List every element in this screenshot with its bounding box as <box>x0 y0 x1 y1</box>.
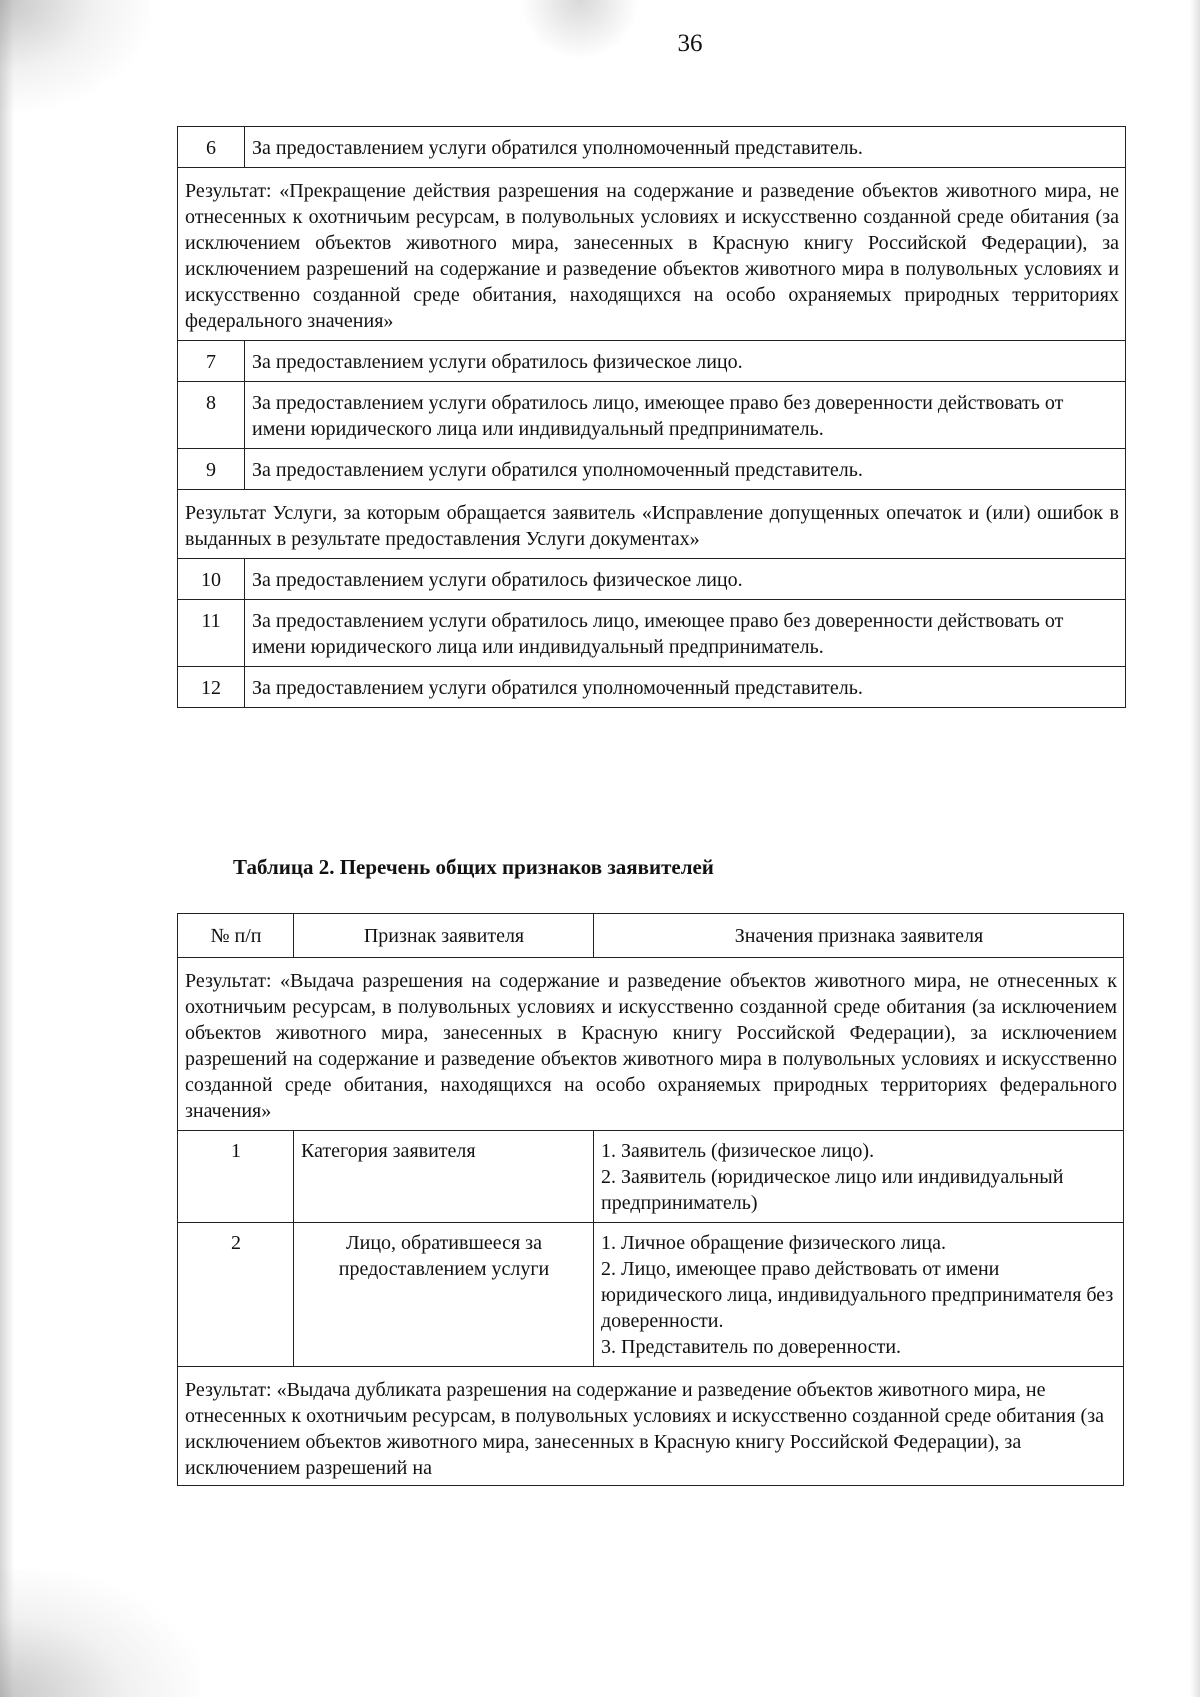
scan-shadow-bottom-left <box>0 1570 200 1697</box>
row-number: 11 <box>178 600 245 667</box>
table-applicant-attributes-body <box>178 914 1124 1486</box>
page-number: 36 <box>677 30 703 57</box>
column-header-number: № п/п <box>178 914 294 958</box>
result-text: Результат: «Выдача дубликата разрешения на содержание и разведение объектов животного мира, не отнесенных к охотничьим ресурсам, в полувольных условиях и искусственно созданной среде обитания (за исключением объектов животного мира, занесенных в Красную книгу Российской Федерации), за исключением разрешений на <box>178 1367 1124 1486</box>
scan-edge-right <box>1190 0 1200 1697</box>
attribute-value: 2. Заявитель (юридическое лицо или индивидуальный предприниматель) <box>601 1166 1064 1214</box>
table2-title: Таблица 2. Перечень общих признаков заявителей <box>233 855 714 879</box>
table-row <box>178 382 1126 449</box>
attribute-value: 3. Представитель по доверенности. <box>601 1336 902 1358</box>
table-row <box>178 1223 1124 1367</box>
table-applicant-variants <box>177 126 1126 708</box>
result-text: Результат: «Прекращение действия разрешения на содержание и разведение объектов животного мира, не отнесенных к охотничьим ресурсам, в полувольных условиях и искусственно созданной среде обитания (за исключением объектов животного мира, занесенных в Красную книгу Российской Федерации), за исключением разрешений на содержание и разведение объектов животного мира в полувольных условиях и искусственно созданной среде обитания, находящихся на особо охраняемых природных территориях федерального значения» <box>178 168 1126 341</box>
table-applicant-variants-body <box>178 127 1126 708</box>
row-text: За предоставлением услуги обратилось лицо, имеющее право без доверенности действовать от имени юридического лица или индивидуальный предприниматель. <box>245 600 1126 667</box>
result-text: Результат: «Выдача разрешения на содержание и разведение объектов животного мира, не отнесенных к охотничьим ресурсам, в полувольных условиях и искусственно созданной среде обитания (за исключением объектов животного мира, занесенных в Красную книгу Российской Федерации), за исключением разрешений на содержание и разведение объектов животного мира в полувольных условиях и искусственно созданной среде обитания, находящихся на особо охраняемых природных территориях федерального значения» <box>178 958 1124 1131</box>
row-number: 9 <box>178 449 245 490</box>
result-row <box>178 958 1124 1131</box>
table-row <box>178 1131 1124 1223</box>
attribute-value: 2. Лицо, имеющее право действовать от имени юридического лица, индивидуального предпринимателя без доверенности. <box>601 1258 1114 1332</box>
table-applicant-attributes <box>177 913 1124 1486</box>
result-row <box>178 1367 1124 1486</box>
table-row <box>178 127 1126 168</box>
table-row <box>178 341 1126 382</box>
row-text: За предоставлением услуги обратилось лицо, имеющее право без доверенности действовать от имени юридического лица или индивидуальный предприниматель. <box>245 382 1126 449</box>
attribute-value: 1. Заявитель (физическое лицо). <box>601 1140 875 1162</box>
table-header-row <box>178 914 1124 958</box>
row-number: 6 <box>178 127 245 168</box>
result-row <box>178 490 1126 559</box>
column-header-values: Значения признака заявителя <box>594 914 1124 958</box>
row-number: 10 <box>178 559 245 600</box>
row-text: За предоставлением услуги обратился уполномоченный представитель. <box>245 127 1126 168</box>
result-row <box>178 168 1126 341</box>
row-text: За предоставлением услуги обратилось физическое лицо. <box>245 341 1126 382</box>
row-number: 1 <box>178 1131 294 1223</box>
row-number: 7 <box>178 341 245 382</box>
table-row <box>178 559 1126 600</box>
row-text: За предоставлением услуги обратилось физическое лицо. <box>245 559 1126 600</box>
table-row <box>178 667 1126 708</box>
row-number: 12 <box>178 667 245 708</box>
table-row <box>178 449 1126 490</box>
table-row <box>178 600 1126 667</box>
attribute-values-cell <box>594 1131 1124 1223</box>
attribute-cell: Лицо, обратившееся за предоставлением услуги <box>294 1223 594 1367</box>
result-text: Результат Услуги, за которым обращается заявитель «Исправление допущенных опечаток и (или) ошибок в выданных в результате предоставления Услуги документах» <box>178 490 1126 559</box>
attribute-value: 1. Личное обращение физического лица. <box>601 1232 947 1254</box>
scan-edge-left <box>0 0 14 1697</box>
attribute-cell: Категория заявителя <box>294 1131 594 1223</box>
row-number: 2 <box>178 1223 294 1367</box>
row-number: 8 <box>178 382 245 449</box>
attribute-values-cell <box>594 1223 1124 1367</box>
row-text: За предоставлением услуги обратился уполномоченный представитель. <box>245 449 1126 490</box>
column-header-attribute: Признак заявителя <box>294 914 594 958</box>
row-text: За предоставлением услуги обратился уполномоченный представитель. <box>245 667 1126 708</box>
